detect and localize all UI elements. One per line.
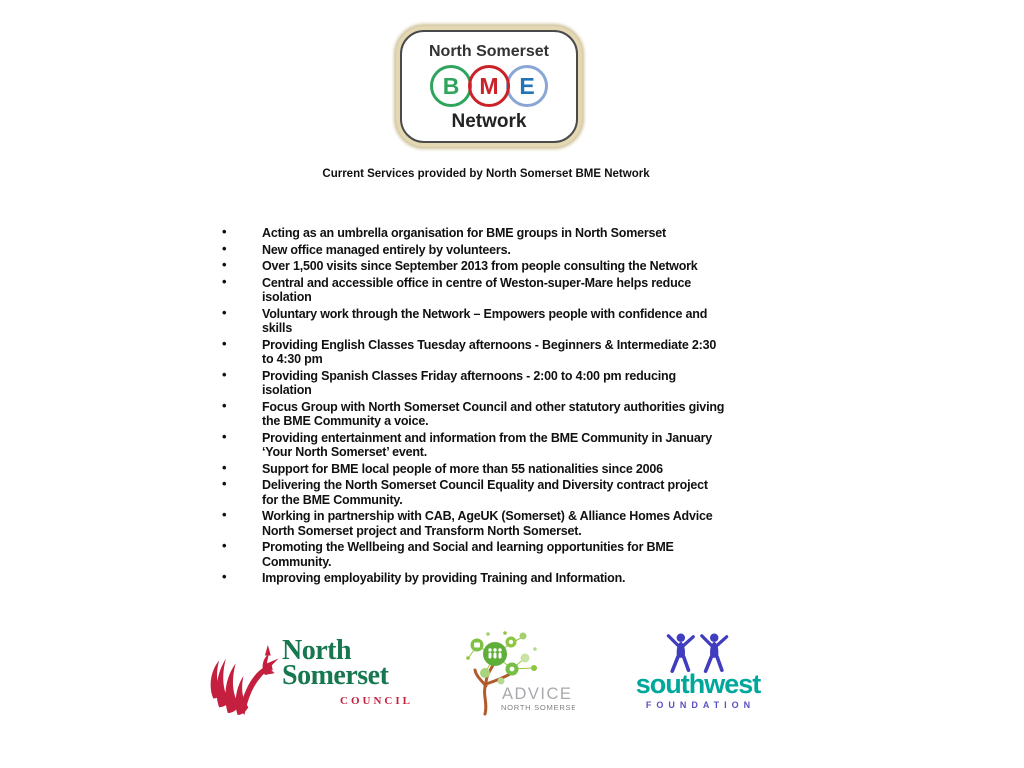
advice-subtitle-text: NORTH SOMERSET (501, 703, 575, 712)
southwest-subtitle: FOUNDATION (645, 700, 756, 710)
services-list (220, 226, 725, 588)
bme-letter-m: M (479, 72, 499, 99)
slide-title: Current Services provided by North Somerset BME Network (322, 168, 650, 180)
service-bullet-item: • Promoting the Wellbeing and Social and learning opportunities for BME Community. (220, 540, 725, 569)
service-bullet-item: • Voluntary work through the Network – Empowers people with confidence and skills (220, 307, 725, 336)
service-bullet-item: • Providing English Classes Tuesday afternoons - Beginners & Intermediate 2:30 to 4:30 pm (220, 338, 725, 367)
southwest-title: southwest (635, 669, 761, 699)
council-name-line1: North (282, 635, 352, 666)
service-bullet-item: • Working in partnership with CAB, AgeUK (Somerset) & Alliance Homes Advice North Somerset project and Transform North Somerset. (220, 509, 725, 538)
service-bullet-item: • Improving employability by providing Training and Information. (220, 571, 725, 586)
bme-network-logo (400, 30, 578, 143)
southwest-foundation-logo (626, 632, 770, 716)
bme-circle-e (506, 65, 548, 107)
bme-letter-b: B (442, 72, 460, 99)
service-bullet-item: • Focus Group with North Somerset Council and other statutory authorities giving the BME Community a voice. (220, 400, 725, 429)
council-name-line2: Somerset (282, 660, 389, 691)
service-bullet-item: • Central and accessible office in centre of Weston-super-Mare helps reduce isolation (220, 276, 725, 305)
bme-logo-top-text: North Somerset (428, 43, 550, 60)
advice-title-text: ADVICE (502, 685, 573, 703)
service-bullet-item: • Over 1,500 visits since September 2013 from people consulting the Network (220, 259, 725, 274)
service-bullet-item: • Providing entertainment and information from the BME Community in January ‘Your North Somerset’ event. (220, 431, 725, 460)
bme-circles (402, 64, 576, 108)
service-bullet-item: • Support for BME local people of more than 55 nationalities since 2006 (220, 462, 725, 477)
advice-north-somerset-logo (455, 628, 575, 716)
service-bullet-item: • Acting as an umbrella organisation for BME groups in North Somerset (220, 226, 725, 241)
dragon-icon (205, 638, 281, 716)
footer-logos (0, 628, 1024, 728)
people-figures-icon (661, 632, 735, 674)
bme-logo-bottom-text: Network (451, 111, 527, 132)
council-name (282, 635, 389, 691)
advice-tree-icon (455, 628, 575, 716)
bme-letter-e: E (519, 72, 535, 99)
council-subtitle: COUNCIL (340, 695, 413, 707)
service-bullet-item: • Providing Spanish Classes Friday afternoons - 2:00 to 4:00 pm reducing isolation (220, 369, 725, 398)
service-bullet-item: • Delivering the North Somerset Council Equality and Diversity contract project for the BME Community. (220, 478, 725, 507)
bme-circle-m (468, 65, 510, 107)
north-somerset-council-logo (205, 635, 417, 718)
bme-circle-b (430, 65, 472, 107)
service-bullet-item: • New office managed entirely by volunteers. (220, 243, 725, 258)
